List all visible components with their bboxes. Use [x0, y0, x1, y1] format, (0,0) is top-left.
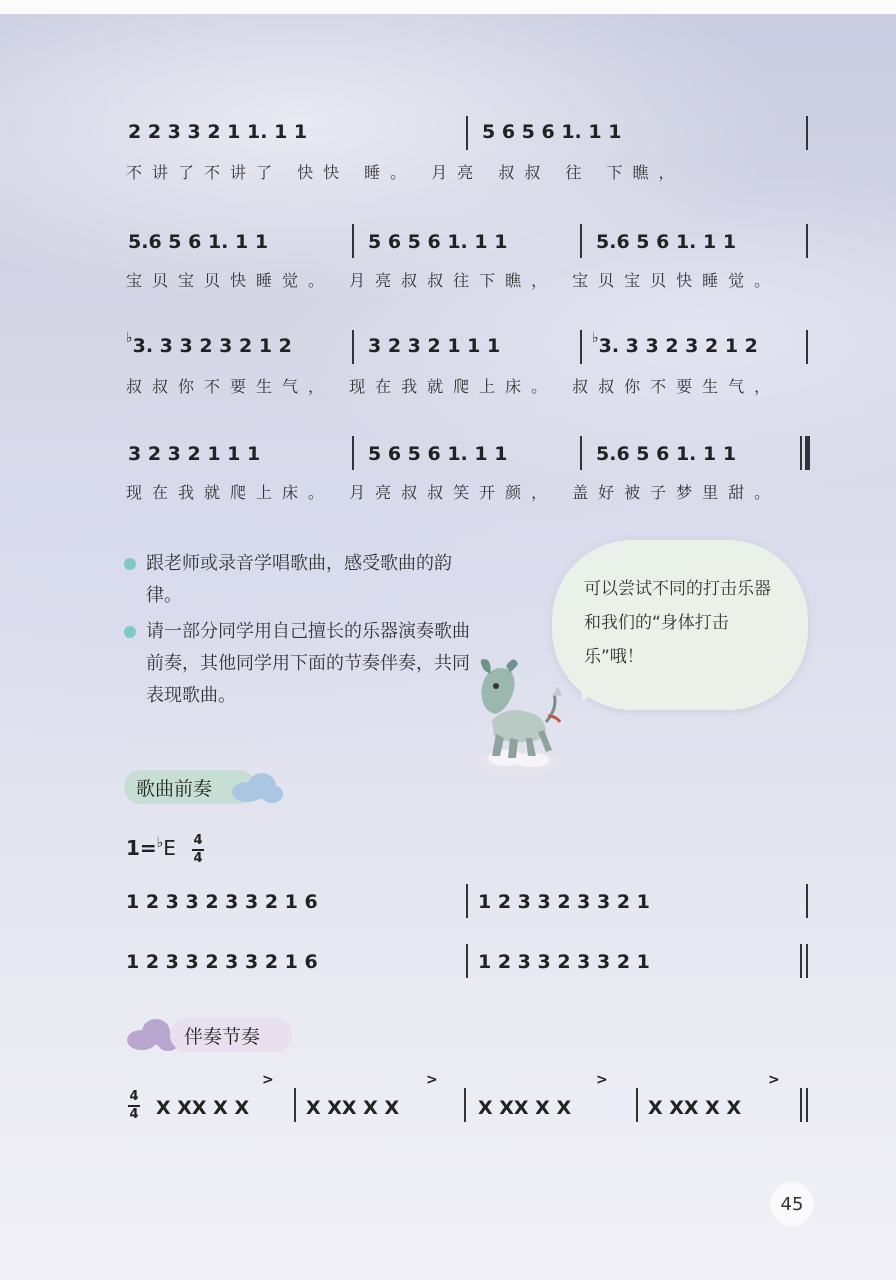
instruction-item — [124, 548, 484, 612]
instruction-list — [124, 548, 484, 716]
barline — [294, 1088, 296, 1122]
barline — [352, 436, 354, 470]
rhythm-time-signature — [128, 1090, 140, 1122]
barline — [800, 1088, 802, 1122]
rhythm-m2: X XX X X — [306, 1097, 400, 1119]
barline — [806, 330, 808, 364]
prelude-l2-m2: 1 2 3 3 2 3 3 2 1 — [478, 951, 650, 973]
barline — [580, 330, 582, 364]
key-signature — [126, 836, 176, 860]
notes-r2m1: 5.6 5 6 1. 1 1 — [128, 231, 269, 253]
cloud-icon — [228, 766, 284, 806]
barline — [464, 1088, 466, 1122]
bullet-dot — [124, 626, 136, 638]
time-bottom: 4 — [193, 851, 203, 866]
barline — [806, 884, 808, 918]
notes-r4m1: 3 2 3 2 1 1 1 — [128, 443, 261, 465]
qilin-mascot-illustration — [462, 650, 574, 778]
accent-mark: > — [426, 1072, 438, 1088]
page-number-text: 45 — [780, 1193, 804, 1215]
accent-mark: > — [262, 1072, 274, 1088]
barline — [800, 436, 802, 470]
notes-r2m2: 5 6 5 6 1. 1 1 — [368, 231, 508, 253]
final-barline — [806, 1088, 808, 1122]
barline — [800, 944, 802, 978]
top-margin — [0, 0, 896, 14]
barline — [636, 1088, 638, 1122]
notes-r4m2: 5 6 5 6 1. 1 1 — [368, 443, 508, 465]
key-label: 1= — [126, 836, 157, 860]
barline — [352, 224, 354, 258]
barline — [466, 116, 468, 150]
barline — [352, 330, 354, 364]
key-note: E — [163, 836, 176, 860]
notes-r3m2: 3 2 3 2 1 1 1 — [368, 335, 501, 357]
notes-r1m2: 5 6 5 6 1. 1 1 — [482, 121, 622, 143]
lyrics-r2: 宝贝宝贝快睡觉。 月亮叔叔往下瞧， 宝贝宝贝快睡觉。 — [126, 271, 781, 290]
notes-r4m3: 5.6 5 6 1. 1 1 — [596, 443, 737, 465]
notes-r3m1 — [126, 330, 346, 362]
notes-r1m1: 2 2 3 3 2 1 1. 1 1 — [128, 121, 308, 143]
prelude-l2-m1: 1 2 3 3 2 3 3 2 1 6 — [126, 951, 318, 973]
lyrics-r3: 叔叔你不要生气， 现在我就爬上床。 叔叔你不要生气， — [126, 377, 781, 396]
flat-sign: ♭ — [156, 835, 164, 851]
barline — [806, 116, 808, 150]
instruction-item — [124, 616, 484, 712]
rhythm-m1: X XX X X — [156, 1097, 250, 1119]
barline — [806, 224, 808, 258]
rhythm-m4: X XX X X — [648, 1097, 742, 1119]
rhythm-m3: X XX X X — [478, 1097, 572, 1119]
bullet-dot — [124, 558, 136, 570]
instruction-text: 请一部分同学用自己擅长的乐器演奏歌曲前奏，其他同学用下面的节奏伴奏，共同表现歌曲。 — [146, 621, 470, 706]
rhythm-label — [170, 1018, 292, 1052]
notes-r3m3-text: 3. 3 3 2 3 2 1 2 — [598, 335, 758, 357]
instruction-text: 跟老师或录音学唱歌曲，感受歌曲的韵律。 — [146, 553, 452, 606]
lyrics-r4: 现在我就爬上床。 月亮叔叔笑开颜， 盖好被子梦里甜。 — [126, 483, 781, 502]
time-top: 4 — [129, 1089, 139, 1104]
prelude-label-text: 歌曲前奏 — [136, 777, 213, 800]
prelude-l1-m1: 1 2 3 3 2 3 3 2 1 6 — [126, 891, 318, 913]
accent-mark: > — [596, 1072, 608, 1088]
notes-r2m3: 5.6 5 6 1. 1 1 — [596, 231, 737, 253]
time-top: 4 — [193, 833, 203, 848]
barline — [580, 436, 582, 470]
page-number — [770, 1182, 814, 1226]
time-bottom: 4 — [129, 1107, 139, 1122]
notes-r3m1-text: 3. 3 3 2 3 2 1 2 — [132, 335, 292, 357]
lyrics-r1: 不讲了不讲了 快快 睡。 月亮 叔叔 往 下瞧， — [126, 163, 685, 182]
notes-r3m3 — [592, 330, 802, 362]
time-signature — [192, 834, 204, 866]
flat-sign: ♭ — [126, 330, 133, 346]
rhythm-label-text: 伴奏节奏 — [184, 1025, 261, 1048]
flat-sign: ♭ — [592, 330, 599, 346]
prelude-l1-m2: 1 2 3 3 2 3 3 2 1 — [478, 891, 650, 913]
final-barline — [806, 944, 808, 978]
barline — [466, 944, 468, 978]
barline — [580, 224, 582, 258]
speech-bubble-text: 可以尝试不同的打击乐器和我们的“身体打击乐”哦！ — [584, 579, 771, 667]
accent-mark: > — [768, 1072, 780, 1088]
final-barline — [805, 436, 810, 470]
barline — [466, 884, 468, 918]
